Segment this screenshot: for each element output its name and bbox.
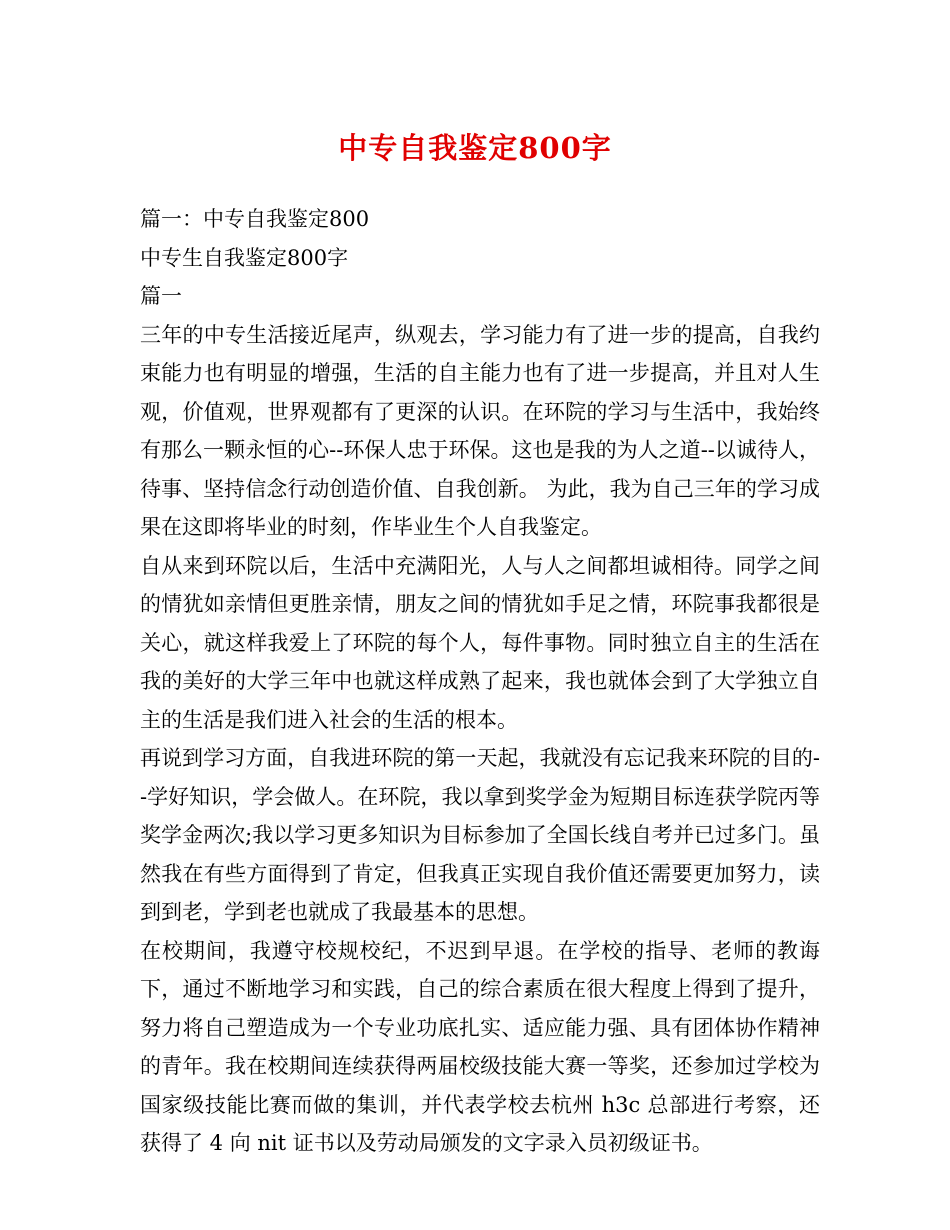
paragraph-2: 中专生自我鉴定800字 [140, 245, 349, 270]
paragraph-1: 篇一：中专自我鉴定800 [140, 207, 370, 231]
paragraph-3: 篇一 [140, 284, 182, 308]
paragraph-5: 自从来到环院以后，生活中充满阳光，人与人之间都坦诚相待。同学之间的情犹如亲情但更胜亲情，朋友之间的情犹如手足之情，环院事我都很是关心，就这样我爱上了环院的每个人，每件事物。同时独立自主的生活在我的美好的大学三年中也就这样成熟了起来，我也就体会到了大学独立自主的生活是我们进入社会的生活的根本。 [140, 553, 820, 732]
paragraph-4: 三年的中专生活接近尾声，纵观去，学习能力有了进一步的提高，自我约束能力也有明显的增强，生活的自主能力也有了进一步提高，并且对人生观，价值观，世界观都有了更深的认识。在环院的学习与生活中，我始终有那么一颗永恒的心--环保人忠于环保。这也是我的为人之道--以诚待人，待事、坚持信念行动创造价值、自我创新。 为此，我为自己三年的学习成果在这即将毕业的时刻，作毕业生个人自我鉴定。 [140, 322, 820, 539]
document-body [140, 200, 820, 1163]
document-title: 中专自我鉴定800字 [338, 131, 612, 165]
paragraph-7: 在校期间，我遵守校规校纪，不迟到早退。在学校的指导、老师的教诲下，通过不断地学习和实践，自己的综合素质在很大程度上得到了提升，努力将自己塑造成为一个专业功底扎实、适应能力强、具有团体协作精神的青年。我在校期间连续获得两届校级技能大赛一等奖，还参加过学校为国家级技能比赛而做的集训，并代表学校去杭州 h3c 总部进行考察，还获得了 4 向 nit 证书以及劳动局颁发的文字录入员初级证书。 [140, 938, 820, 1155]
paragraph-6: 再说到学习方面，自我进环院的第一天起，我就没有忘记我来环院的目的--学好知识，学会做人。在环院，我以拿到奖学金为短期目标连获学院丙等奖学金两次;我以学习更多知识为目标参加了全国长线自考并已过多门。虽然我在有些方面得到了肯定，但我真正实现自我价值还需要更加努力，读到到老，学到老也就成了我最基本的思想。 [140, 746, 820, 924]
